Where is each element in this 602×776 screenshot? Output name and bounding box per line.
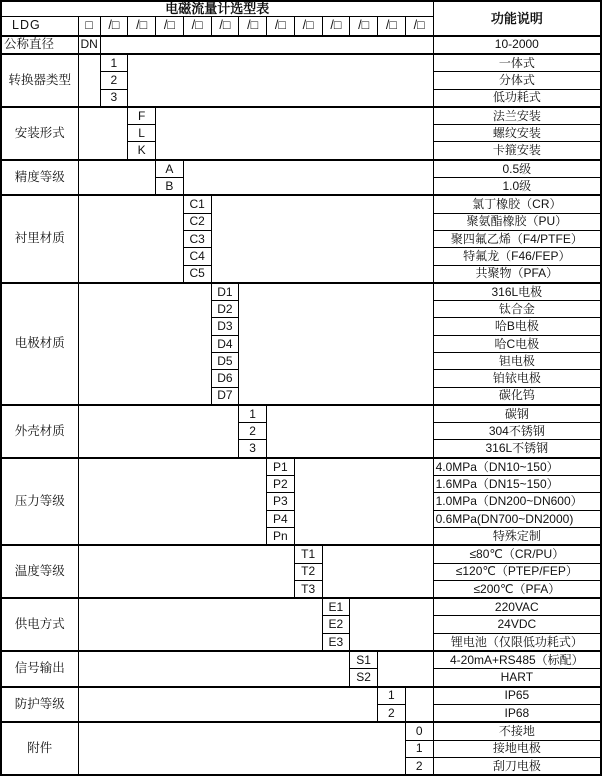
function-cell: 钽电极 <box>433 352 601 369</box>
slot-box: /□ <box>128 16 156 36</box>
spacer-cell <box>267 405 434 458</box>
function-cell: ≤200℃（PFA） <box>433 580 601 598</box>
spacer-cell <box>128 54 433 107</box>
slot-box: /□ <box>405 16 433 36</box>
slot-box: /□ <box>267 16 295 36</box>
code-cell: C5 <box>183 265 211 283</box>
function-cell: 一体式 <box>433 54 601 72</box>
function-cell: 0.6MPa(DN700~DN2000) <box>433 510 601 527</box>
spacer-cell <box>294 458 433 545</box>
function-cell: IP68 <box>433 704 601 722</box>
code-cell: T2 <box>294 563 322 580</box>
table-title: 电磁流量计选型表 <box>1 1 433 16</box>
code-cell: 3 <box>100 89 128 107</box>
spacer-cell <box>405 687 433 723</box>
spacer-cell <box>378 651 434 687</box>
spacer-cell <box>350 598 433 651</box>
spacer-cell <box>211 195 433 282</box>
function-cell: 哈C电极 <box>433 335 601 352</box>
spacer-cell <box>78 195 183 282</box>
category-label: 衬里材质 <box>1 195 78 282</box>
spacer-cell <box>156 107 434 160</box>
function-cell: 法兰安装 <box>433 107 601 125</box>
category-label: 电极材质 <box>1 283 78 405</box>
code-cell: Pn <box>267 527 295 545</box>
spacer-cell <box>239 283 433 405</box>
function-cell: IP65 <box>433 687 601 705</box>
spacer-cell <box>78 722 405 775</box>
function-cell: 碳化钨 <box>433 387 601 405</box>
code-cell: 2 <box>239 423 267 440</box>
code-cell: 0 <box>405 722 433 740</box>
code-cell: D4 <box>211 335 239 352</box>
category-label: 精度等级 <box>1 160 78 196</box>
function-cell: 304不锈钢 <box>433 423 601 440</box>
code-cell: E2 <box>322 616 350 633</box>
slot-box: /□ <box>156 16 184 36</box>
code-cell: D7 <box>211 387 239 405</box>
code-cell: S1 <box>350 651 378 669</box>
code-cell: E1 <box>322 598 350 616</box>
slot-box: /□ <box>350 16 378 36</box>
function-cell: 聚四氟乙烯（F4/PTFE） <box>433 230 601 247</box>
code-cell: C2 <box>183 213 211 230</box>
function-cell: ≤80℃（CR/PU） <box>433 545 601 563</box>
category-label: 转换器类型 <box>1 54 78 107</box>
function-cell: 刮刀电极 <box>433 757 601 775</box>
digit-box: □ <box>78 16 100 36</box>
category-label: 公称直径 <box>1 36 78 54</box>
function-cell: 特殊定制 <box>433 527 601 545</box>
function-cell: 316L不锈钢 <box>433 440 601 458</box>
category-label: 安装形式 <box>1 107 78 160</box>
function-cell: 220VAC <box>433 598 601 616</box>
spacer-cell <box>78 107 128 160</box>
category-label: 压力等级 <box>1 458 78 545</box>
category-label: 外壳材质 <box>1 405 78 458</box>
slot-box: /□ <box>211 16 239 36</box>
spacer-cell <box>78 405 239 458</box>
function-cell: 1.0MPa（DN200~DN600） <box>433 493 601 510</box>
code-cell: 1 <box>239 405 267 423</box>
slot-box: /□ <box>239 16 267 36</box>
slot-box: /□ <box>183 16 211 36</box>
code-cell: 1 <box>100 54 128 72</box>
code-cell: B <box>156 178 184 196</box>
code-cell: C1 <box>183 195 211 213</box>
function-cell: 共聚物（PFA） <box>433 265 601 283</box>
function-cell: 316L电极 <box>433 283 601 301</box>
category-label: 防护等级 <box>1 687 78 723</box>
code-cell: P3 <box>267 493 295 510</box>
function-cell: HART <box>433 669 601 687</box>
code-cell: P1 <box>267 458 295 476</box>
code-cell: 1 <box>405 740 433 757</box>
function-cell: 锂电池（仅限低功耗式） <box>433 633 601 651</box>
code-cell: K <box>128 142 156 160</box>
function-cell: 卡箍安装 <box>433 142 601 160</box>
code-cell: 2 <box>378 704 406 722</box>
function-cell: 4-20mA+RS485（标配） <box>433 651 601 669</box>
code-cell: D3 <box>211 318 239 335</box>
slot-box: /□ <box>322 16 350 36</box>
function-cell: 4.0MPa（DN10~150） <box>433 458 601 476</box>
spacer-cell <box>100 36 433 54</box>
function-cell: 螺纹安装 <box>433 125 601 142</box>
spacer-cell <box>78 687 378 723</box>
spacer-cell <box>78 545 294 598</box>
category-label: 附件 <box>1 722 78 775</box>
function-cell: 分体式 <box>433 72 601 89</box>
spacer-cell <box>78 651 350 687</box>
code-cell: 3 <box>239 440 267 458</box>
function-cell: 1.6MPa（DN15~150） <box>433 476 601 493</box>
code-cell: P4 <box>267 510 295 527</box>
code-cell: 1 <box>378 687 406 705</box>
code-cell: E3 <box>322 633 350 651</box>
code-cell: A <box>156 160 184 178</box>
function-cell: 24VDC <box>433 616 601 633</box>
code-cell: D1 <box>211 283 239 301</box>
function-cell: 1.0级 <box>433 178 601 196</box>
slot-box: /□ <box>100 16 128 36</box>
category-label: 温度等级 <box>1 545 78 598</box>
function-cell: 10-2000 <box>433 36 601 54</box>
function-cell: 氯丁橡胶（CR） <box>433 195 601 213</box>
spacer-cell <box>322 545 433 598</box>
category-label: 供电方式 <box>1 598 78 651</box>
function-cell: 铂铱电极 <box>433 370 601 387</box>
code-cell: D2 <box>211 301 239 318</box>
model-prefix: LDG <box>1 16 78 36</box>
spacer-cell <box>78 598 322 651</box>
code-cell: F <box>128 107 156 125</box>
function-cell: 低功耗式 <box>433 89 601 107</box>
function-cell: 不接地 <box>433 722 601 740</box>
spacer-cell <box>78 458 267 545</box>
code-cell: D6 <box>211 370 239 387</box>
function-cell: 哈B电极 <box>433 318 601 335</box>
code-cell: T3 <box>294 580 322 598</box>
function-cell: 聚氨酯橡胶（PU） <box>433 213 601 230</box>
function-cell: ≤120℃（PTEP/FEP） <box>433 563 601 580</box>
function-cell: 0.5级 <box>433 160 601 178</box>
code-cell: T1 <box>294 545 322 563</box>
code-cell: S2 <box>350 669 378 687</box>
code-cell: C4 <box>183 248 211 265</box>
spacer-cell <box>78 54 100 107</box>
code-cell: L <box>128 125 156 142</box>
code-cell: 2 <box>100 72 128 89</box>
function-cell: 接地电极 <box>433 740 601 757</box>
slot-box: /□ <box>294 16 322 36</box>
code-cell: C3 <box>183 230 211 247</box>
function-cell: 碳钢 <box>433 405 601 423</box>
function-cell: 特氟龙（F46/FEP） <box>433 248 601 265</box>
code-cell: P2 <box>267 476 295 493</box>
code-cell: 2 <box>405 757 433 775</box>
function-header: 功能说明 <box>433 1 601 36</box>
code-cell: D5 <box>211 352 239 369</box>
slot-box: /□ <box>378 16 406 36</box>
code-cell: DN <box>78 36 100 54</box>
function-cell: 钛合金 <box>433 301 601 318</box>
spacer-cell <box>78 283 211 405</box>
spacer-cell <box>78 160 156 196</box>
category-label: 信号输出 <box>1 651 78 687</box>
spacer-cell <box>183 160 433 196</box>
